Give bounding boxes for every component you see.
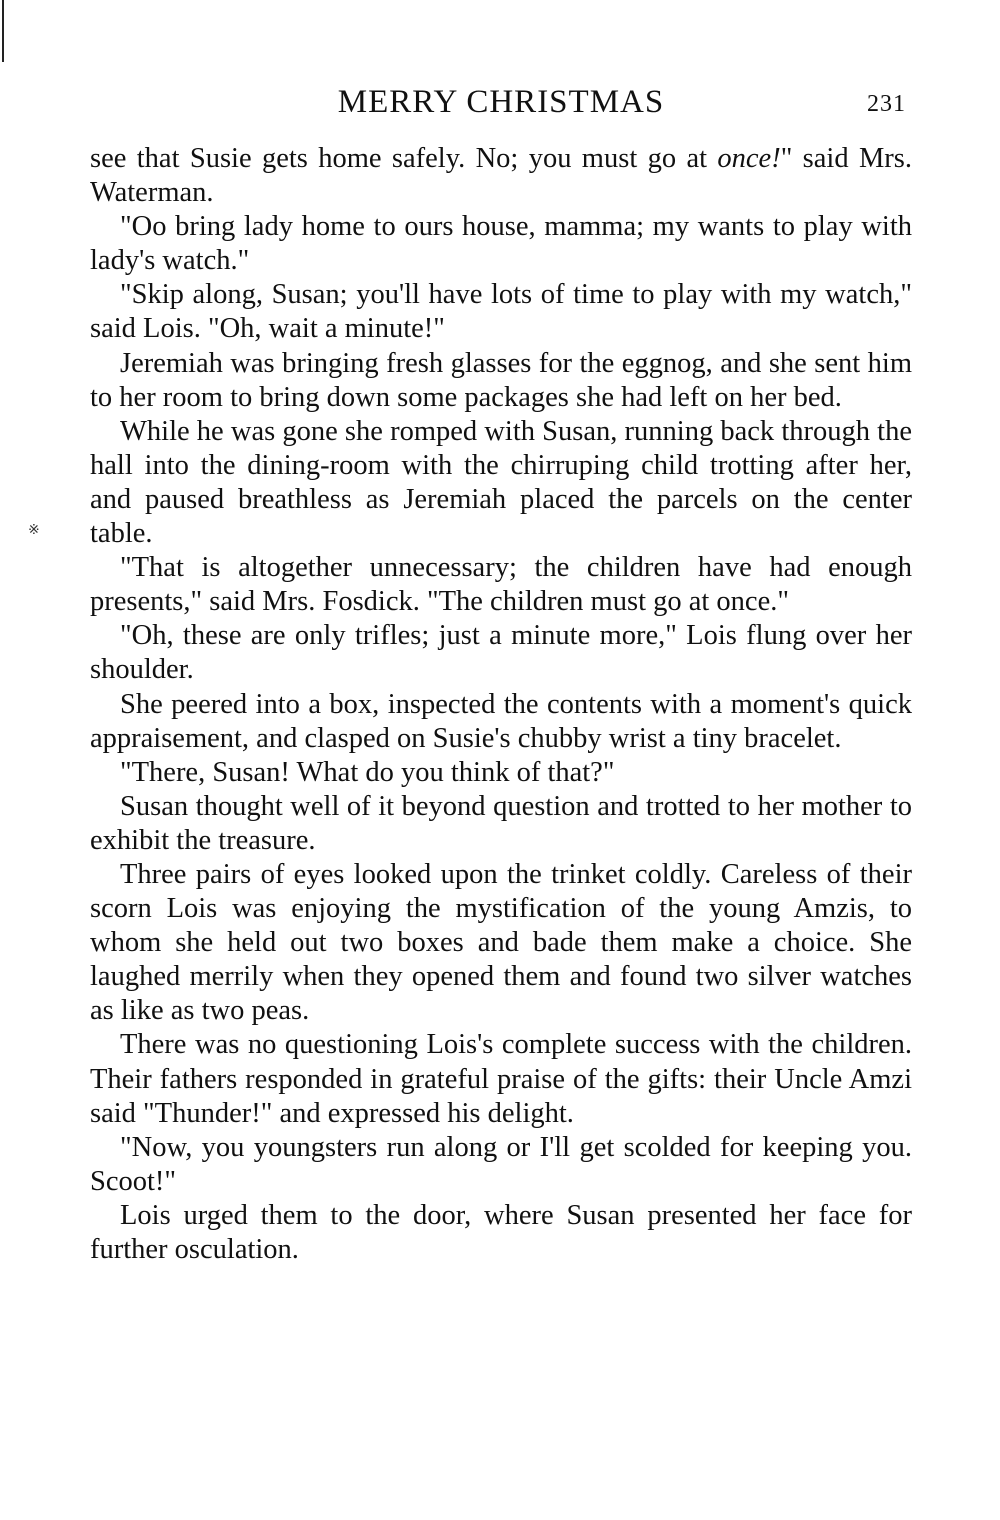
paragraph-9: "There, Susan! What do you think of that?" [120, 756, 615, 788]
paragraph-14: Lois urged them to the door, where Susan presented her face for further osculation. [90, 1199, 912, 1265]
page-header [90, 80, 912, 124]
page-number: 231 [867, 91, 906, 117]
paragraph-1-after: " said Mrs. Waterman. [90, 143, 912, 209]
paragraph-8: She peered into a box, inspected the contents with a moment's quick appraisement, and clasped on Susie's chubby wrist a tiny bracelet. [90, 688, 912, 754]
paragraph-11: Three pairs of eyes looked upon the trinket coldly. Careless of their scorn Lois was enjoying the mystification of the young Amzis, to whom she held out two boxes and bade them make a choice. She laughed merrily when they opened them and found two silver watches as like as two peas. [90, 858, 912, 1027]
paragraph-2: "Oo bring lady home to ours house, mamma; my wants to play with lady's watch." [90, 211, 912, 277]
paragraph-3: "Skip along, Susan; you'll have lots of time to play with my watch," said Lois. "Oh, wait a minute!" [90, 279, 912, 345]
paragraph-12: There was no questioning Lois's complete success with the children. Their fathers responded in grateful praise of the gifts: their Uncle Amzi said "Thunder!" and expressed his delight. [90, 1029, 912, 1129]
body-text [90, 142, 912, 1267]
running-title: MERRY CHRISTMAS [337, 84, 665, 120]
paragraph-1 [90, 142, 912, 210]
paragraph-6: "That is altogether unnecessary; the children have had enough presents," said Mrs. Fosdick. "The children must go at once." [90, 552, 912, 618]
paragraph-10: Susan thought well of it beyond question and trotted to her mother to exhibit the treasure. [90, 790, 912, 856]
paragraph-7: "Oh, these are only trifles; just a minute more," Lois flung over her shoulder. [90, 620, 912, 686]
paragraph-5: While he was gone she romped with Susan, running back through the hall into the dining-room with the chirruping child trotting after her, and paused breathless as Jeremiah placed the parcels on the center table. [90, 415, 912, 550]
paragraph-1-emphasis: once! [717, 143, 781, 174]
paragraph-4: Jeremiah was bringing fresh glasses for the eggnog, and she sent him to her room to bring down some packages she had left on her bed. [90, 347, 912, 413]
paragraph-13: "Now, you youngsters run along or I'll get scolded for keeping you. Scoot!" [90, 1131, 912, 1197]
scan-edge-mark [2, 0, 4, 62]
paragraph-1-before: see that Susie gets home safely. No; you must go at [90, 143, 718, 174]
stray-ink-mark: ※ [28, 523, 40, 538]
